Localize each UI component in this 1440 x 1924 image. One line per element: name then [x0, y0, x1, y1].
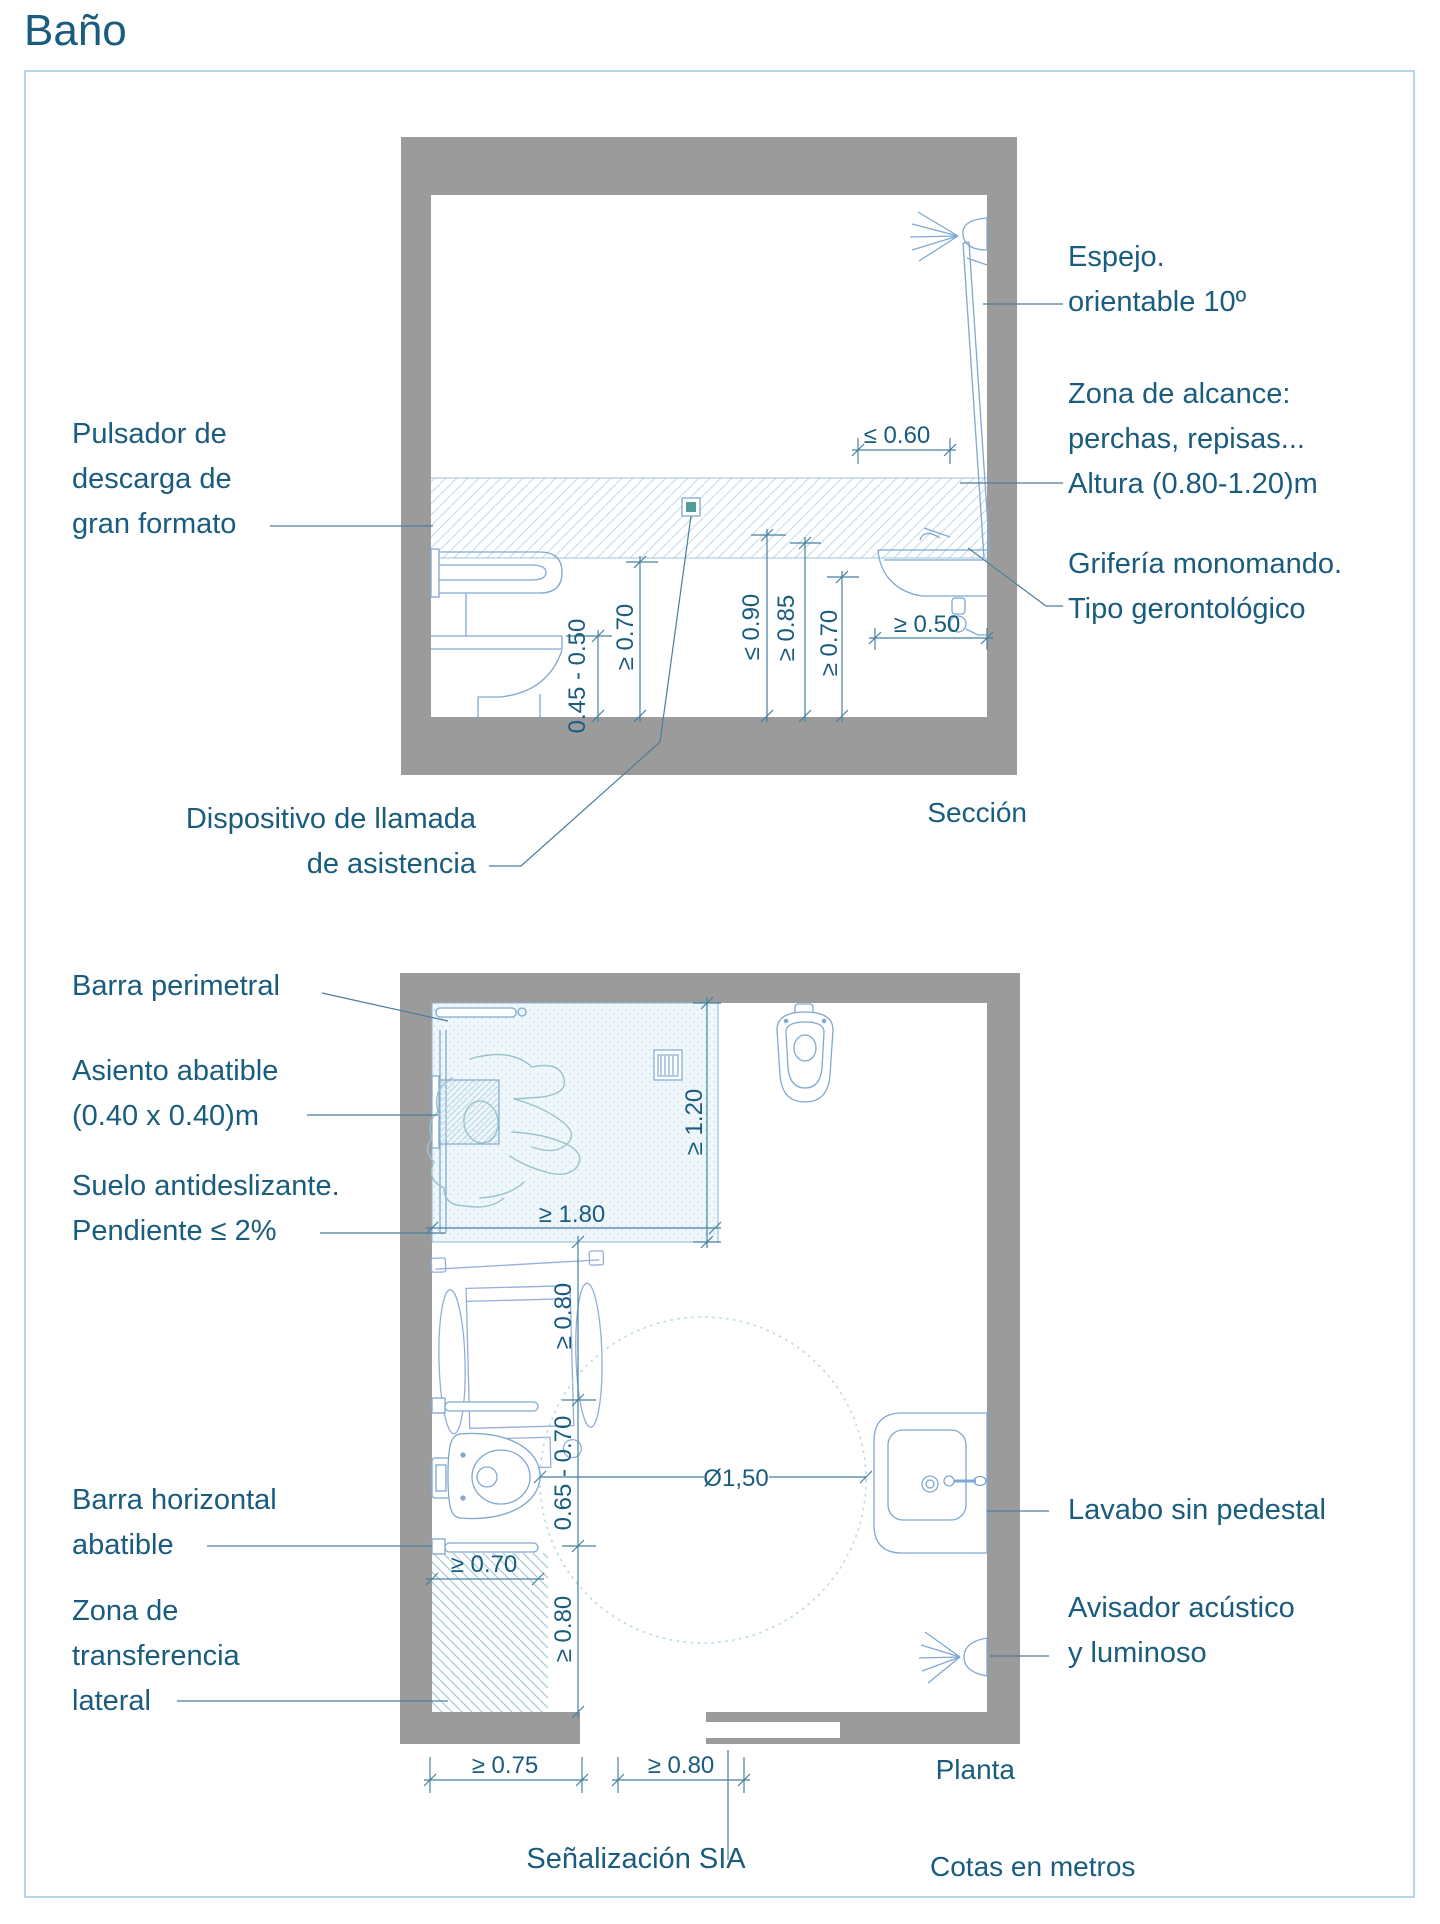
- plan-door-leaf: [692, 1722, 840, 1738]
- dim-passage: ≥ 0.80: [550, 1282, 577, 1350]
- dim-turning-circle: Ø1,50: [703, 1465, 769, 1492]
- plan-drain-icon: [654, 1050, 682, 1080]
- label-suelo: Suelo antideslizante. Pendiente ≤ 2%: [72, 1170, 340, 1247]
- plan-view: [177, 973, 1049, 1860]
- dim-shelf-height: ≥ 0.85: [773, 594, 800, 662]
- label-espejo: Espejo. orientable 10º: [1068, 241, 1247, 318]
- page-title: Baño: [24, 6, 127, 55]
- dim-flush-height: ≤ 0.90: [738, 593, 765, 661]
- section-walls: [401, 137, 1017, 775]
- label-zona-alcance: Zona de alcance: perchas, repisas... Altura (0.80-1.20)m: [1068, 378, 1318, 500]
- dim-shower-width: ≥ 1.80: [538, 1201, 606, 1228]
- dim-reach-depth: ≤ 0.60: [863, 422, 931, 449]
- units-note: Cotas en metros: [930, 1851, 1136, 1882]
- dim-shower-depth: ≥ 1.20: [681, 1088, 708, 1156]
- label-barra-perimetral: Barra perimetral: [72, 970, 280, 1002]
- ceiling-light-icon: [910, 212, 987, 261]
- section-reach-zone: [431, 478, 987, 558]
- label-barra-horizontal: Barra horizontal abatible: [72, 1484, 277, 1561]
- label-avisador: Avisador acústico y luminoso: [1068, 1592, 1295, 1669]
- call-device-icon: [682, 498, 700, 516]
- section-view: [270, 137, 1063, 866]
- section-toilet: [431, 549, 562, 717]
- section-caption: Sección: [927, 797, 1027, 828]
- dim-bar-height: ≥ 0.70: [612, 603, 639, 671]
- label-dispositivo: Dispositivo de llamada de asistencia: [185, 803, 476, 880]
- plan-caption: Planta: [935, 1754, 1015, 1785]
- dim-transfer-width: ≥ 0.70: [450, 1551, 518, 1578]
- dim-basin-clear: ≥ 0.50: [893, 611, 961, 638]
- section-dimension-texts: [564, 422, 960, 733]
- plan-toilet-left: [432, 1398, 540, 1554]
- dim-transfer-depth: ≥ 0.80: [550, 1595, 577, 1663]
- plan-basin: [874, 1413, 987, 1553]
- label-senalizacion: Señalización SIA: [526, 1843, 746, 1875]
- label-transferencia: Zona de transferencia lateral: [72, 1595, 240, 1717]
- plan-toilet-top: [777, 1004, 833, 1102]
- dim-seat-height: 0.45 - 0.50: [564, 618, 591, 734]
- label-asiento: Asiento abatible (0.40 x 0.40)m: [72, 1055, 279, 1132]
- dim-door-width: ≥ 0.80: [647, 1752, 715, 1779]
- alarm-light-icon: [919, 1632, 987, 1683]
- dim-wc-axis: 0.65 - 0.70: [550, 1415, 577, 1531]
- dim-door-side: ≥ 0.75: [471, 1752, 539, 1779]
- label-griferia: Grifería monomando. Tipo gerontológico: [1068, 548, 1343, 625]
- dim-basin-height: ≥ 0.70: [816, 609, 843, 677]
- section-leaders: [270, 304, 1063, 866]
- label-lavabo: Lavabo sin pedestal: [1068, 1494, 1326, 1526]
- label-pulsador: Pulsador de descarga de gran formato: [72, 418, 237, 540]
